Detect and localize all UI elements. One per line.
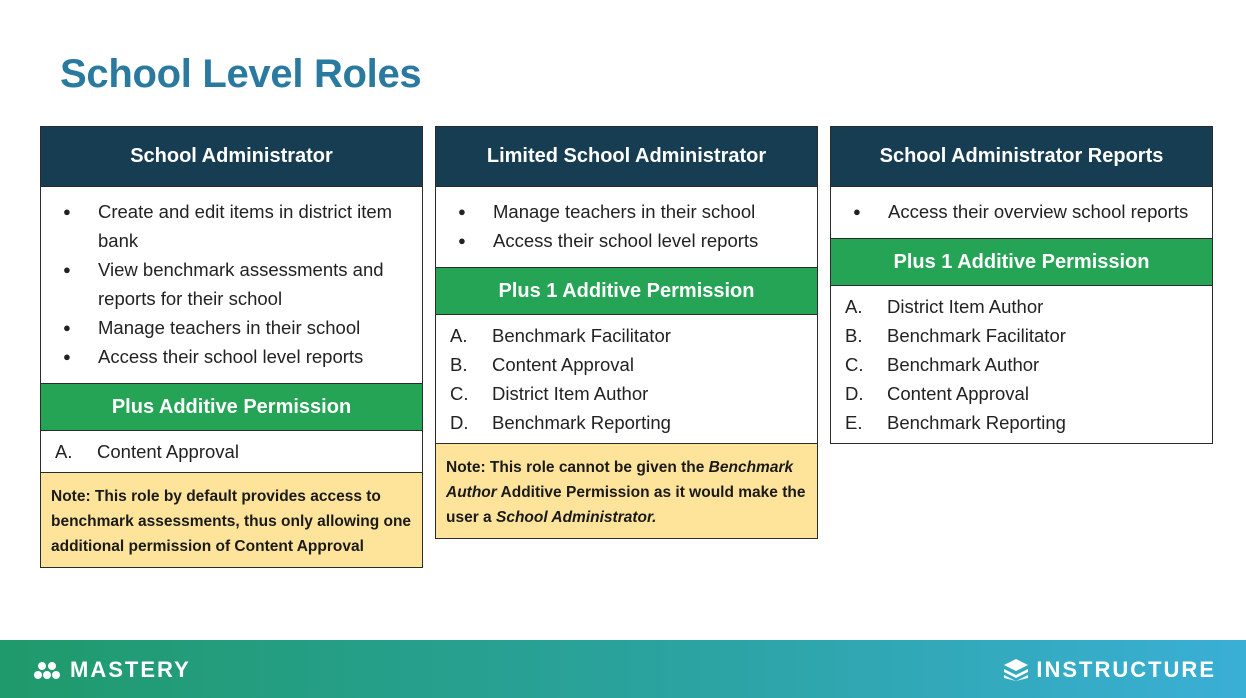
role-header: School Administrator — [41, 127, 422, 187]
list-item — [450, 321, 809, 350]
instructure-icon — [1004, 659, 1028, 681]
list-item — [55, 437, 414, 466]
role-header: Limited School Administrator — [436, 127, 817, 187]
permission-label: Benchmark Reporting — [492, 412, 671, 433]
list-letter: D. — [845, 383, 864, 404]
note-text: Note: This role cannot be given the — [446, 459, 709, 476]
permission-label: Benchmark Author — [887, 354, 1040, 375]
list-item: ● Access their school level reports — [458, 226, 809, 255]
page-title: School Level Roles — [60, 52, 422, 96]
permission-label: District Item Author — [492, 383, 649, 404]
role-card-limited-school-administrator — [435, 126, 818, 539]
instructure-logo — [1004, 657, 1216, 683]
note-text: Additive Permission as it would make the user a — [446, 484, 806, 526]
list-letter: C. — [845, 354, 864, 375]
list-item — [845, 350, 1204, 379]
additive-permission-list — [436, 315, 817, 443]
list-item — [450, 408, 809, 437]
additive-permission-list — [41, 431, 422, 472]
mastery-wordmark: MASTERY — [70, 657, 191, 682]
role-note — [436, 443, 817, 538]
additive-permission-list — [831, 286, 1212, 443]
permission-label: Content Approval — [887, 383, 1029, 404]
role-note: Note: This role by default provides access to benchmark assessments, thus only allowing one additional permission of Content Approval — [41, 472, 422, 567]
list-item — [845, 321, 1204, 350]
list-item — [845, 379, 1204, 408]
permission-label: Benchmark Reporting — [887, 412, 1066, 433]
role-capabilities-list — [41, 187, 422, 383]
list-item: ● Create and edit items in district item bank — [63, 197, 414, 255]
list-item: ● Manage teachers in their school — [63, 313, 414, 342]
list-item — [845, 292, 1204, 321]
additive-permission-header: Plus 1 Additive Permission — [436, 267, 817, 315]
permission-label: Content Approval — [97, 441, 239, 462]
permission-label: Content Approval — [492, 354, 634, 375]
role-card-school-administrator — [40, 126, 423, 568]
list-letter: C. — [450, 383, 469, 404]
mastery-logo — [34, 657, 191, 683]
additive-permission-header: Plus Additive Permission — [41, 383, 422, 431]
permission-label: District Item Author — [887, 296, 1044, 317]
list-item — [450, 350, 809, 379]
list-item: ● View benchmark assessments and reports for their school — [63, 255, 414, 313]
permission-label: Benchmark Facilitator — [887, 325, 1066, 346]
list-letter: D. — [450, 412, 469, 433]
note-emphasis: School Administrator. — [495, 509, 657, 526]
permission-label: Benchmark Facilitator — [492, 325, 671, 346]
list-item: ● Access their overview school reports — [853, 197, 1204, 226]
role-header: School Administrator Reports — [831, 127, 1212, 187]
footer-bar — [0, 640, 1246, 698]
list-letter: A. — [450, 325, 468, 346]
role-capabilities-list — [831, 187, 1212, 238]
list-item: ● Manage teachers in their school — [458, 197, 809, 226]
mastery-dots-icon — [34, 660, 62, 680]
list-letter: A. — [55, 441, 73, 462]
role-capabilities-list — [436, 187, 817, 267]
instructure-wordmark: INSTRUCTURE — [1036, 657, 1216, 682]
list-letter: E. — [845, 412, 863, 433]
list-letter: A. — [845, 296, 863, 317]
additive-permission-header: Plus 1 Additive Permission — [831, 238, 1212, 286]
list-item — [450, 379, 809, 408]
list-item — [845, 408, 1204, 437]
role-card-school-administrator-reports — [830, 126, 1213, 444]
note-emphasis: Benchmark Author — [446, 459, 794, 501]
list-item: ● Access their school level reports — [63, 342, 414, 371]
list-letter: B. — [845, 325, 863, 346]
list-letter: B. — [450, 354, 468, 375]
